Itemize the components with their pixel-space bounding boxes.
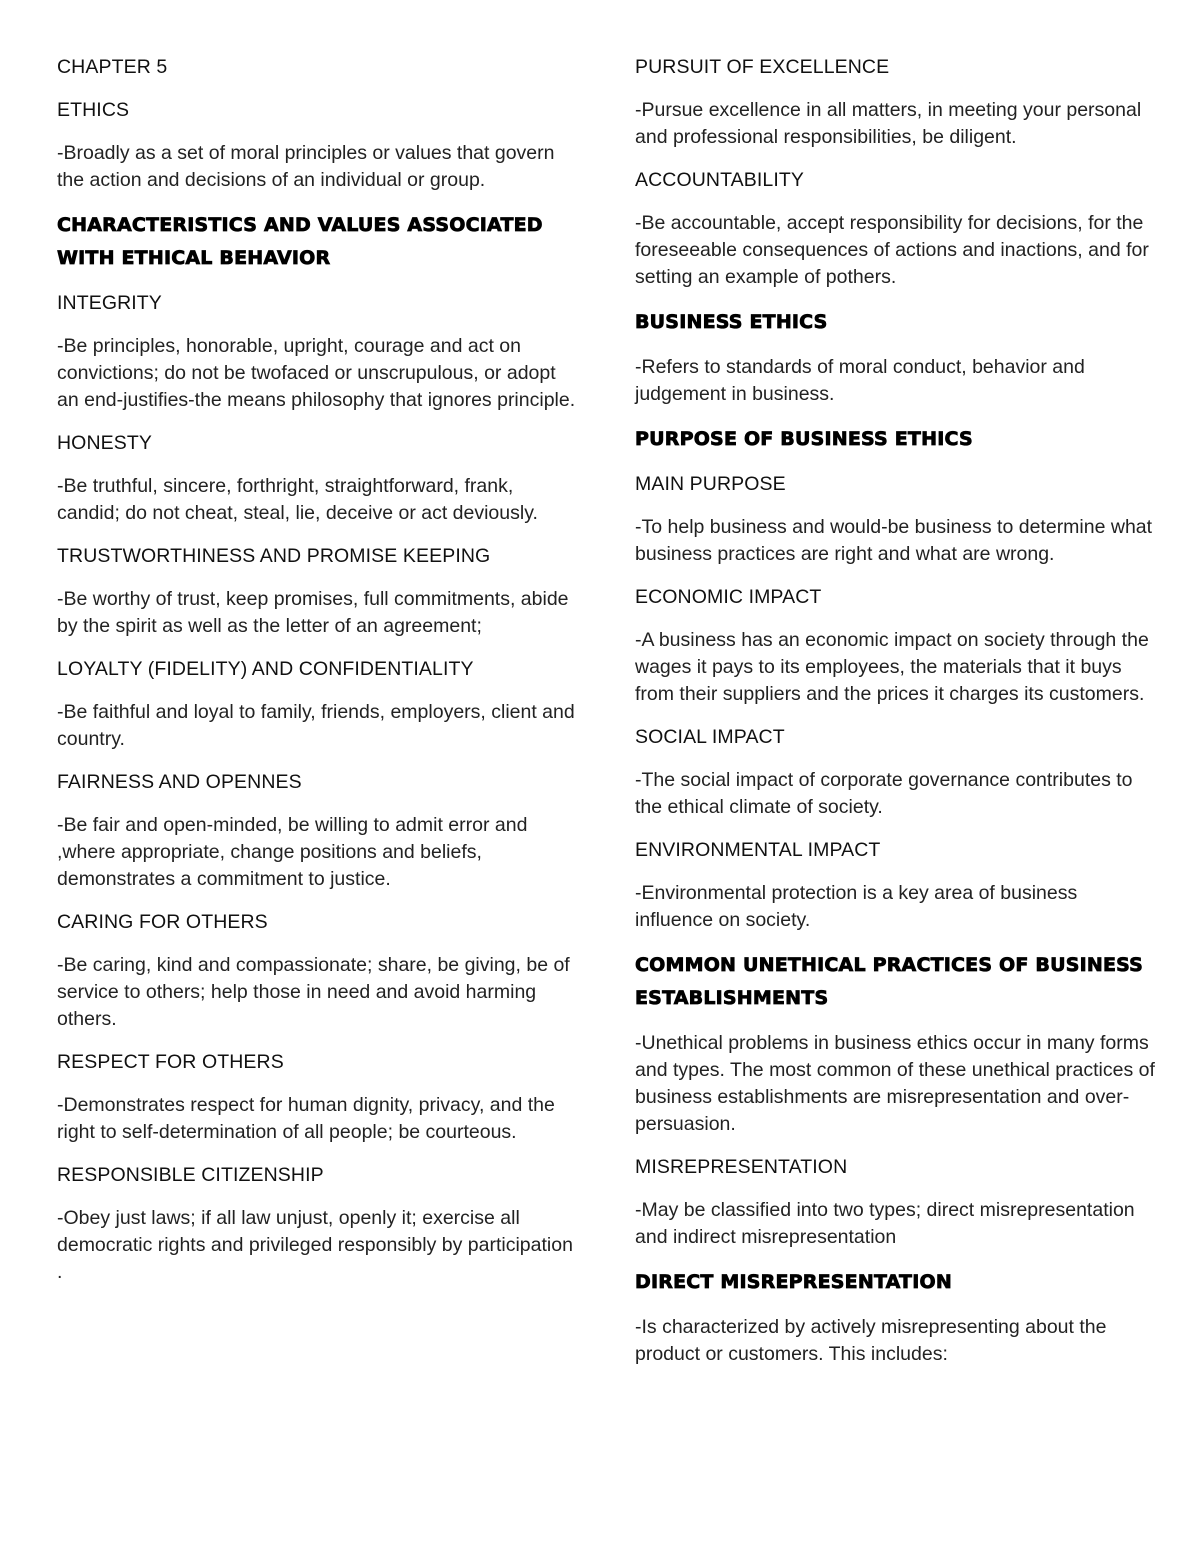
trustworthiness-text: -Be worthy of trust, keep promises, full commitments, abide by the spirit as well as the letter of an agreement;	[57, 588, 569, 637]
unethical-practices-heading: COMMON UNETHICAL PRACTICES OF BUSINESS ESTABLISHMENTS	[635, 954, 1144, 1009]
misrepresentation-heading: MISREPRESENTATION	[635, 1156, 848, 1178]
respect-heading: RESPECT FOR OTHERS	[57, 1051, 284, 1073]
unethical-practices-text: -Unethical problems in business ethics occur in many forms and types. The most common of these unethical practices of business establishments are misrepresentation and over-persuasion.	[635, 1032, 1155, 1135]
integrity-heading: INTEGRITY	[57, 292, 162, 314]
pursuit-text: -Pursue excellence in all matters, in meeting your personal and professional responsibilities, be diligent.	[635, 99, 1142, 148]
honesty-text: -Be truthful, sincere, forthright, straightforward, frank, candid; do not cheat, steal, lie, deceive or act deviously.	[57, 475, 538, 524]
economic-impact-heading: ECONOMIC IMPACT	[635, 586, 822, 608]
misrepresentation-text: -May be classified into two types; direct misrepresentation and indirect misrepresentation	[635, 1199, 1135, 1248]
main-purpose-heading: MAIN PURPOSE	[635, 473, 786, 495]
direct-misrepresentation-text: -Is characterized by actively misrepresenting about the product or customers. This includes:	[635, 1316, 1107, 1365]
ethics-heading: ETHICS	[57, 99, 130, 121]
accountability-text: -Be accountable, accept responsibility for decisions, for the foreseeable consequences of actions and inactions, and for setting an example of pothers.	[635, 212, 1149, 288]
purpose-heading: PURPOSE OF BUSINESS ETHICS	[635, 428, 973, 450]
business-ethics-heading: BUSINESS ETHICS	[635, 311, 828, 333]
social-impact-text: -The social impact of corporate governance contributes to the ethical climate of society.	[635, 769, 1133, 818]
citizenship-text: -Obey just laws; if all law unjust, openly it; exercise all democratic rights and privileged responsibly by participation .	[57, 1207, 573, 1283]
accountability-heading: ACCOUNTABILITY	[635, 169, 804, 191]
left-column	[57, 54, 577, 1286]
fairness-text: -Be fair and open-minded, be willing to admit error and ,where appropriate, change positions and beliefs, demonstrates a commitment to justice.	[57, 814, 528, 890]
chapter-heading: CHAPTER 5	[57, 56, 168, 78]
trustworthiness-heading: TRUSTWORTHINESS AND PROMISE KEEPING	[57, 545, 491, 567]
social-impact-heading: SOCIAL IMPACT	[635, 726, 785, 748]
pursuit-heading: PURSUIT OF EXCELLENCE	[635, 56, 890, 78]
ethics-definition: -Broadly as a set of moral principles or values that govern the action and decisions of an individual or group.	[57, 142, 555, 191]
fairness-heading: FAIRNESS AND OPENNES	[57, 771, 302, 793]
loyalty-heading: LOYALTY (FIDELITY) AND CONFIDENTIALITY	[57, 658, 474, 680]
direct-misrepresentation-heading: DIRECT MISREPRESENTATION	[635, 1271, 952, 1293]
loyalty-text: -Be faithful and loyal to family, friends, employers, client and country.	[57, 701, 575, 750]
respect-text: -Demonstrates respect for human dignity, privacy, and the right to self-determination of all people; be courteous.	[57, 1094, 555, 1143]
citizenship-heading: RESPONSIBLE CITIZENSHIP	[57, 1164, 324, 1186]
economic-impact-text: -A business has an economic impact on society through the wages it pays to its employees, the materials that it buys from their suppliers and the prices it charges its customers.	[635, 629, 1149, 705]
business-ethics-text: -Refers to standards of moral conduct, behavior and judgement in business.	[635, 356, 1085, 405]
environmental-impact-text: -Environmental protection is a key area of business influence on society.	[635, 882, 1078, 931]
integrity-text: -Be principles, honorable, upright, courage and act on convictions; do not be twofaced or unscrupulous, or adopt an end-justifies-the means philosophy that ignores principle.	[57, 335, 576, 411]
caring-text: -Be caring, kind and compassionate; share, be giving, be of service to others; help those in need and avoid harming others.	[57, 954, 570, 1030]
main-purpose-text: -To help business and would-be business to determine what business practices are right and what are wrong.	[635, 516, 1153, 565]
honesty-heading: HONESTY	[57, 432, 152, 454]
right-column	[635, 54, 1155, 1368]
caring-heading: CARING FOR OTHERS	[57, 911, 268, 933]
characteristics-heading: CHARACTERISTICS AND VALUES ASSOCIATED WITH ETHICAL BEHAVIOR	[57, 214, 543, 269]
environmental-impact-heading: ENVIRONMENTAL IMPACT	[635, 839, 881, 861]
